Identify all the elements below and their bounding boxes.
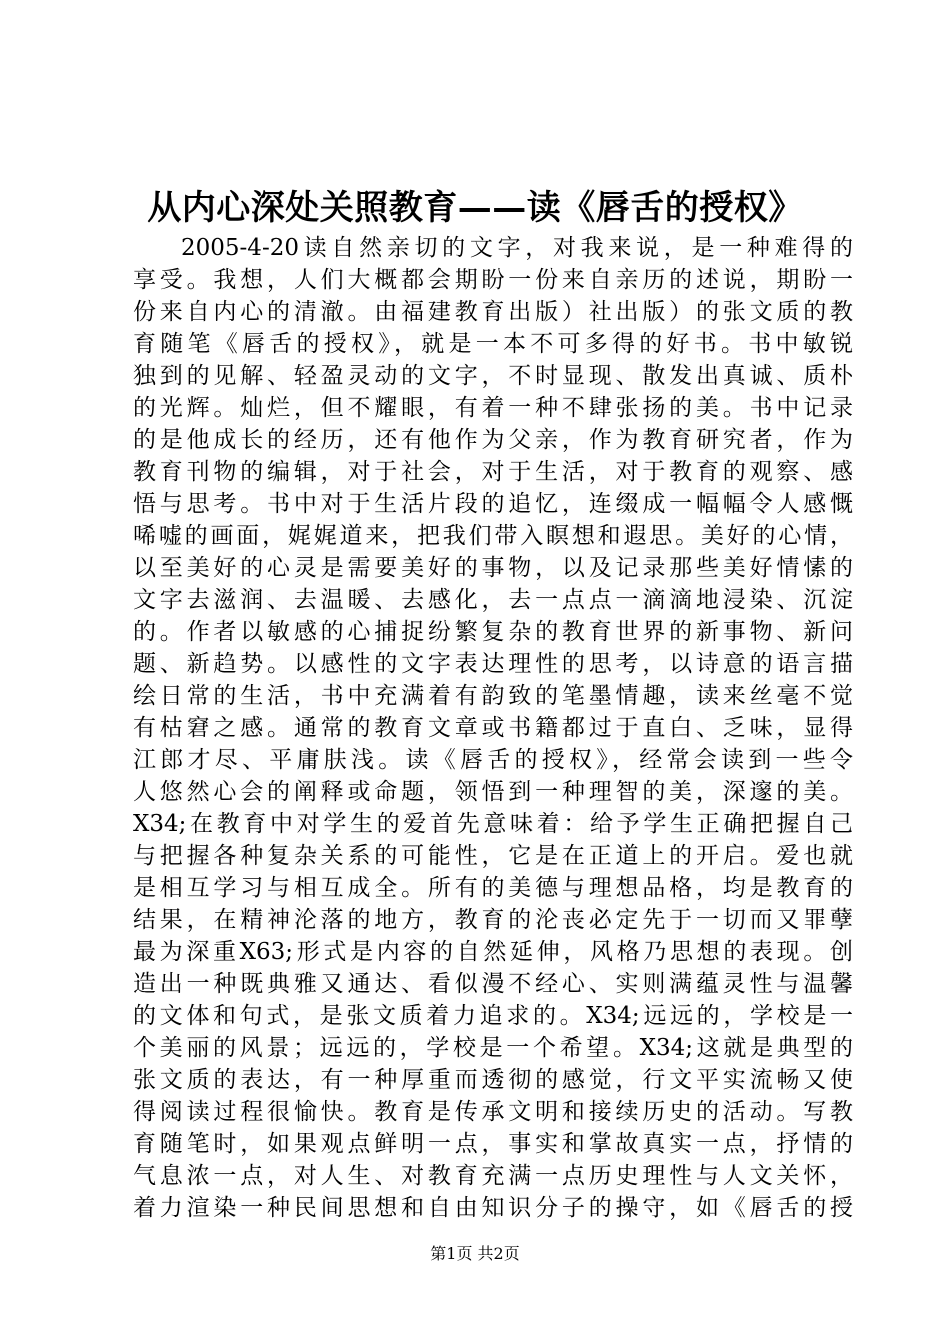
page-title: 从内心深处关照教育——读《唇舌的授权》 <box>147 188 803 228</box>
text-line: 最为深重X63;形式是内容的自然延伸，风格乃思想的表现。创 <box>133 939 853 965</box>
text-line: 育随笔时，如果观点鲜明一点，事实和掌故真实一点，抒情的 <box>133 1131 853 1157</box>
text-line: 文字去滋润、去温暖、去感化，去一点点一滴滴地浸染、沉淀 <box>133 587 853 613</box>
text-line: 的光辉。灿烂，但不耀眼，有着一种不肆张扬的美。书中记录 <box>133 395 853 421</box>
text-line: 2005-4-20读自然亲切的文字，对我来说，是一种难得的 <box>181 235 853 261</box>
text-line: X34;在教育中对学生的爱首先意味着：给予学生正确把握自己 <box>133 811 853 837</box>
text-line: 的是他成长的经历，还有他作为父亲，作为教育研究者，作为 <box>133 427 853 453</box>
text-line: 教育刊物的编辑，对于社会，对于生活，对于教育的观察、感 <box>133 459 853 485</box>
page-footer: 第1页 共2页 <box>430 1244 520 1263</box>
text-line: 是相互学习与相互成全。所有的美德与理想品格，均是教育的 <box>133 875 853 901</box>
text-line: 有枯窘之感。通常的教育文章或书籍都过于直白、乏味，显得 <box>133 715 853 741</box>
article-body <box>133 232 853 1224</box>
text-line: 人悠然心会的阐释或命题，领悟到一种理智的美，深邃的美。 <box>133 779 853 805</box>
text-line: 与把握各种复杂关系的可能性，它是在正道上的开启。爱也就 <box>133 843 853 869</box>
text-line: 张文质的表达，有一种厚重而透彻的感觉，行文平实流畅又使 <box>133 1067 853 1093</box>
text-line: 育随笔《唇舌的授权》，就是一本不可多得的好书。书中敏锐 <box>133 331 853 357</box>
text-line: 着力渲染一种民间思想和自由知识分子的操守，如《唇舌的授 <box>133 1195 853 1221</box>
text-line: 江郎才尽、平庸肤浅。读《唇舌的授权》，经常会读到一些令 <box>133 747 853 773</box>
text-line: 气息浓一点，对人生、对教育充满一点历史理性与人文关怀， <box>133 1163 853 1189</box>
text-line: 题、新趋势。以感性的文字表达理性的思考，以诗意的语言描 <box>133 651 853 677</box>
text-line: 份来自内心的清澈。由福建教育出版）社出版）的张文质的教 <box>133 299 853 325</box>
text-line: 结果，在精神沦落的地方，教育的沦丧必定先于一切而又罪孽 <box>133 907 853 933</box>
text-line: 个美丽的风景；远远的，学校是一个希望。X34;这就是典型的 <box>133 1035 853 1061</box>
text-line: 得阅读过程很愉快。教育是传承文明和接续历史的活动。写教 <box>133 1099 853 1125</box>
text-line: 唏嘘的画面，娓娓道来，把我们带入瞑想和遐思。美好的心情， <box>133 523 853 549</box>
text-line: 的。作者以敏感的心捕捉纷繁复杂的教育世界的新事物、新问 <box>133 619 853 645</box>
text-line: 悟与思考。书中对于生活片段的追忆，连缀成一幅幅令人感慨 <box>133 491 853 517</box>
text-line: 以至美好的心灵是需要美好的事物，以及记录那些美好情愫的 <box>133 555 853 581</box>
text-line: 造出一种既典雅又通达、看似漫不经心、实则满蕴灵性与温馨 <box>133 971 853 997</box>
text-line: 绘日常的生活，书中充满着有韵致的笔墨情趣，读来丝毫不觉 <box>133 683 853 709</box>
text-line: 独到的见解、轻盈灵动的文字，不时显现、散发出真诚、质朴 <box>133 363 853 389</box>
text-line: 的文体和句式，是张文质着力追求的。X34;远远的，学校是一 <box>133 1003 853 1029</box>
text-line: 享受。我想，人们大概都会期盼一份来自亲历的述说，期盼一 <box>133 267 853 293</box>
